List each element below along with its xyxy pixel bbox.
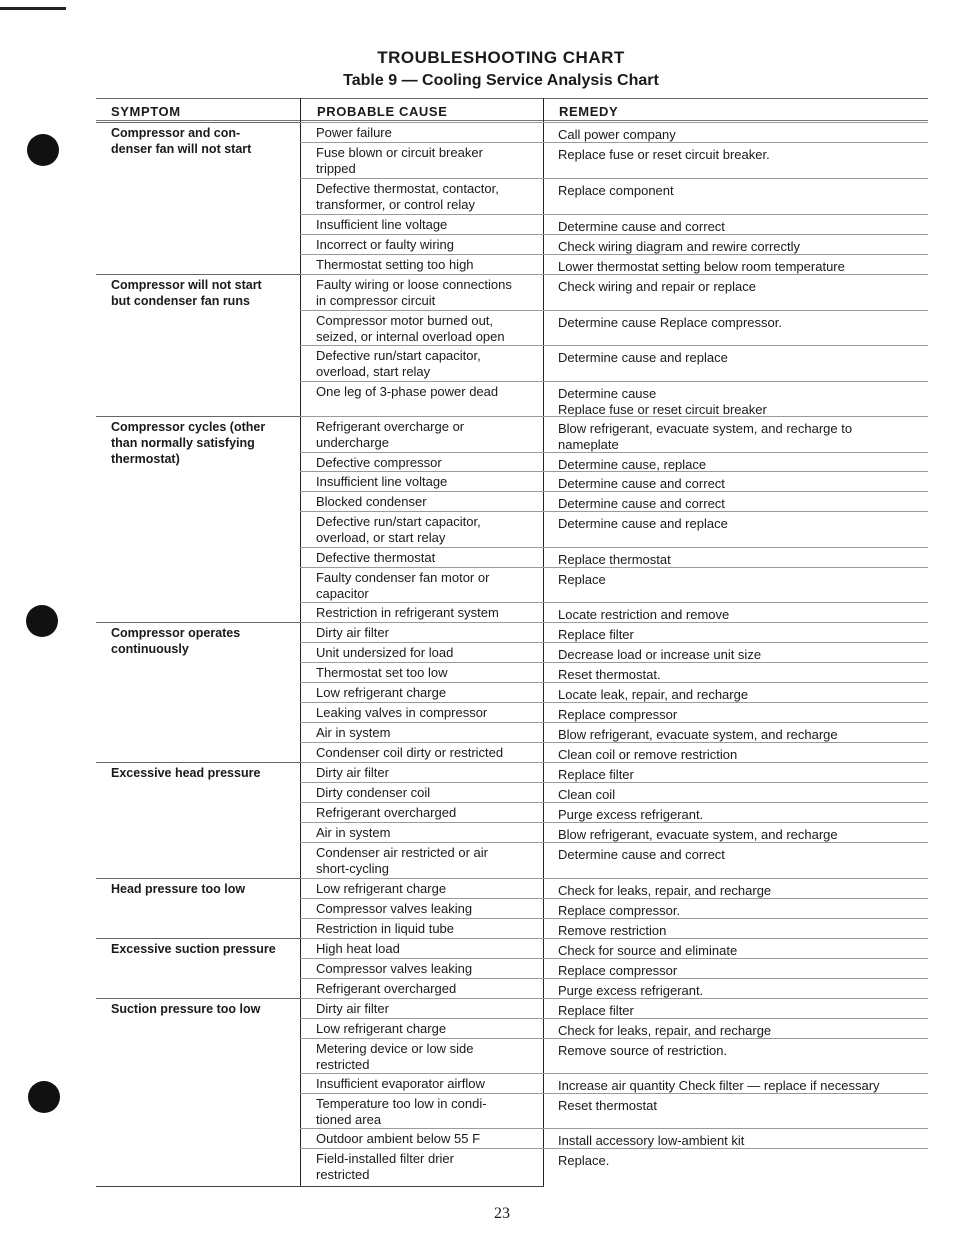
remedy-cell: Check wiring and repair or replace xyxy=(558,279,756,294)
remedy-cell: Determine cause and correct xyxy=(558,847,725,862)
probable-cause-cell: Air in system xyxy=(316,725,391,740)
row-rule xyxy=(300,122,928,123)
symptom-group-rule xyxy=(96,122,304,123)
row-rule xyxy=(300,602,928,603)
remedy-cell: Purge excess refrigerant. xyxy=(558,983,704,998)
symptom-group-rule xyxy=(96,938,304,939)
probable-cause-cell: Refrigerant overcharge or undercharge xyxy=(316,419,465,450)
symptom-text: Head pressure too low xyxy=(111,882,246,896)
row-rule xyxy=(300,622,928,623)
cooling-service-analysis-table xyxy=(96,98,928,1186)
probable-cause-cell: Low refrigerant charge xyxy=(316,685,447,700)
row-rule xyxy=(300,898,928,899)
remedy-cell: Check for leaks, repair, and recharge xyxy=(558,883,772,898)
probable-cause-cell: Leaking valves in compressor xyxy=(316,705,488,720)
row-rule xyxy=(300,878,928,879)
remedy-cell: Replace compressor xyxy=(558,707,678,722)
probable-cause-cell: Insufficient evaporator airflow xyxy=(316,1076,485,1091)
probable-cause-cell: Blocked condenser xyxy=(316,494,427,509)
remedy-cell: Replace fuse or reset circuit breaker. xyxy=(558,147,770,162)
probable-cause-cell: Thermostat set too low xyxy=(316,665,448,680)
row-rule xyxy=(300,567,928,568)
row-rule xyxy=(300,274,928,275)
probable-cause-cell: Low refrigerant charge xyxy=(316,1021,447,1036)
probable-cause-cell: Defective run/start capacitor, overload, start relay xyxy=(316,348,481,379)
remedy-cell: Replace thermostat xyxy=(558,552,671,567)
row-rule xyxy=(300,938,928,939)
row-rule xyxy=(300,822,928,823)
remedy-cell: Check wiring diagram and rewire correctly xyxy=(558,239,801,254)
page-number: 23 xyxy=(494,1205,510,1222)
symptom-group-rule xyxy=(96,878,304,879)
probable-cause-cell: Air in system xyxy=(316,825,391,840)
symptom-group-rule xyxy=(96,762,304,763)
remedy-cell: Replace. xyxy=(558,1153,610,1168)
remedy-cell: Determine cause and replace xyxy=(558,350,728,365)
row-rule xyxy=(300,762,928,763)
page-title: TROUBLESHOOTING CHART xyxy=(377,48,625,67)
column-header-probable-cause: PROBABLE CAUSE xyxy=(317,104,448,119)
probable-cause-cell: Restriction in refrigerant system xyxy=(316,605,499,620)
row-rule xyxy=(300,178,928,179)
remedy-cell: Replace filter xyxy=(558,1003,634,1018)
remedy-cell: Replace compressor xyxy=(558,963,678,978)
row-rule xyxy=(300,782,928,783)
symptom-text: Compressor operates continuously xyxy=(111,626,241,656)
remedy-cell: Check for leaks, repair, and recharge xyxy=(558,1023,772,1038)
probable-cause-cell: Dirty air filter xyxy=(316,625,389,640)
row-rule xyxy=(300,547,928,548)
row-rule xyxy=(300,742,928,743)
probable-cause-cell: Metering device or low side restricted xyxy=(316,1041,474,1072)
remedy-cell: Remove restriction xyxy=(558,923,667,938)
row-rule xyxy=(300,918,928,919)
symptom-text: Compressor will not start but condenser fan runs xyxy=(111,278,262,308)
symptom-group-rule xyxy=(96,274,304,275)
row-rule xyxy=(300,381,928,382)
header-bottom-rule xyxy=(96,120,928,121)
symptom-text: Excessive head pressure xyxy=(111,766,261,780)
probable-cause-cell: Insufficient line voltage xyxy=(316,217,448,232)
remedy-cell: Locate leak, repair, and recharge xyxy=(558,687,749,702)
symptom-text: Compressor cycles (other than normally satisfying thermostat) xyxy=(111,420,266,466)
remedy-cell: Replace compressor. xyxy=(558,903,681,918)
remedy-cell: Decrease load or increase unit size xyxy=(558,647,762,662)
row-rule xyxy=(300,682,928,683)
remedy-cell: Lower thermostat setting below room temperature xyxy=(558,259,845,274)
row-rule xyxy=(300,1148,928,1149)
remedy-cell: Determine cause and correct xyxy=(558,476,725,491)
probable-cause-cell: Dirty air filter xyxy=(316,1001,389,1016)
probable-cause-cell: Condenser air restricted or air short-cycling xyxy=(316,845,488,876)
symptom-group-rule xyxy=(96,998,304,999)
remedy-cell: Reset thermostat. xyxy=(558,667,661,682)
probable-cause-cell: High heat load xyxy=(316,941,400,956)
row-rule xyxy=(300,842,928,843)
remedy-cell: Determine cause and correct xyxy=(558,219,725,234)
remedy-cell: Blow refrigerant, evacuate system, and recharge xyxy=(558,727,838,742)
probable-cause-cell: Defective compressor xyxy=(316,455,442,470)
row-rule xyxy=(300,511,928,512)
row-rule xyxy=(300,234,928,235)
row-rule xyxy=(300,416,928,417)
row-rule xyxy=(300,802,928,803)
row-rule xyxy=(300,142,928,143)
row-rule xyxy=(300,702,928,703)
row-rule xyxy=(300,978,928,979)
probable-cause-cell: Fuse blown or circuit breaker tripped xyxy=(316,145,483,176)
remedy-cell: Increase air quantity Check filter — replace if necessary xyxy=(558,1078,880,1093)
remedy-cell: Replace xyxy=(558,572,606,587)
probable-cause-cell: Refrigerant overcharged xyxy=(316,981,457,996)
probable-cause-cell: Faulty wiring or loose connections in compressor circuit xyxy=(316,277,512,308)
remedy-cell: Determine cause Replace compressor. xyxy=(558,315,782,330)
remedy-cell: Reset thermostat xyxy=(558,1098,657,1113)
probable-cause-cell: Dirty air filter xyxy=(316,765,389,780)
remedy-cell: Blow refrigerant, evacuate system, and recharge to nameplate xyxy=(558,421,853,452)
binder-hole-top xyxy=(27,134,59,166)
probable-cause-cell: Field-installed filter drier restricted xyxy=(316,1151,454,1182)
row-rule xyxy=(300,214,928,215)
row-rule xyxy=(300,1128,928,1129)
header-top-rule xyxy=(96,98,928,99)
probable-cause-cell: Unit undersized for load xyxy=(316,645,454,660)
probable-cause-cell: Condenser coil dirty or restricted xyxy=(316,745,504,760)
table-bottom-rule xyxy=(96,1186,544,1187)
probable-cause-cell: Thermostat setting too high xyxy=(316,257,474,272)
remedy-cell: Clean coil or remove restriction xyxy=(558,747,738,762)
symptom-group-rule xyxy=(96,622,304,623)
probable-cause-cell: Outdoor ambient below 55 F xyxy=(316,1131,481,1146)
row-rule xyxy=(300,1093,928,1094)
row-rule xyxy=(300,310,928,311)
column-header-remedy: REMEDY xyxy=(559,104,619,119)
probable-cause-cell: One leg of 3-phase power dead xyxy=(316,384,499,399)
binder-hole-bottom xyxy=(28,1081,60,1113)
row-rule xyxy=(300,452,928,453)
remedy-cell: Purge excess refrigerant. xyxy=(558,807,704,822)
remedy-cell: Replace filter xyxy=(558,627,634,642)
probable-cause-cell: Defective run/start capacitor, overload, or start relay xyxy=(316,514,481,545)
row-rule xyxy=(300,1073,928,1074)
row-rule xyxy=(300,722,928,723)
remedy-cell: Replace component xyxy=(558,183,674,198)
remedy-cell: Determine cause and replace xyxy=(558,516,728,531)
symptom-group-rule xyxy=(96,416,304,417)
row-rule xyxy=(300,958,928,959)
probable-cause-cell: Dirty condenser coil xyxy=(316,785,431,800)
row-rule xyxy=(300,491,928,492)
probable-cause-cell: Compressor valves leaking xyxy=(316,901,473,916)
remedy-cell: Clean coil xyxy=(558,787,616,802)
probable-cause-cell: Incorrect or faulty wiring xyxy=(316,237,454,252)
row-rule xyxy=(300,1038,928,1039)
row-rule xyxy=(300,254,928,255)
probable-cause-cell: Refrigerant overcharged xyxy=(316,805,457,820)
remedy-cell: Locate restriction and remove xyxy=(558,607,730,622)
remedy-cell: Determine cause Replace fuse or reset circuit breaker xyxy=(558,386,767,417)
remedy-cell: Determine cause, replace xyxy=(558,457,707,472)
remedy-cell: Replace filter xyxy=(558,767,634,782)
column-header-symptom: SYMPTOM xyxy=(111,104,181,119)
symptom-text: Suction pressure too low xyxy=(111,1002,261,1016)
symptom-text: Excessive suction pressure xyxy=(111,942,276,956)
probable-cause-cell: Defective thermostat xyxy=(316,550,436,565)
row-rule xyxy=(300,998,928,999)
row-rule xyxy=(300,1018,928,1019)
probable-cause-cell: Restriction in liquid tube xyxy=(316,921,455,936)
probable-cause-cell: Temperature too low in condi- tioned area xyxy=(316,1096,487,1127)
probable-cause-cell: Low refrigerant charge xyxy=(316,881,447,896)
row-rule xyxy=(300,642,928,643)
top-corner-rule xyxy=(0,7,66,10)
probable-cause-cell: Defective thermostat, contactor, transformer, or control relay xyxy=(316,181,499,212)
remedy-cell: Remove source of restriction. xyxy=(558,1043,728,1058)
row-rule xyxy=(300,662,928,663)
probable-cause-cell: Compressor motor burned out, seized, or internal overload open xyxy=(316,313,505,344)
remedy-cell: Blow refrigerant, evacuate system, and recharge xyxy=(558,827,838,842)
row-rule xyxy=(300,345,928,346)
remedy-cell: Call power company xyxy=(558,127,676,142)
binder-hole-middle xyxy=(26,605,58,637)
remedy-cell: Determine cause and correct xyxy=(558,496,725,511)
table-title: Table 9 — Cooling Service Analysis Chart xyxy=(343,72,659,89)
row-rule xyxy=(300,471,928,472)
remedy-cell: Install accessory low-ambient kit xyxy=(558,1133,745,1148)
probable-cause-cell: Compressor valves leaking xyxy=(316,961,473,976)
symptom-text: Compressor and con- denser fan will not start xyxy=(111,126,252,156)
probable-cause-cell: Insufficient line voltage xyxy=(316,474,448,489)
remedy-cell: Check for source and eliminate xyxy=(558,943,738,958)
probable-cause-cell: Power failure xyxy=(316,125,392,140)
probable-cause-cell: Faulty condenser fan motor or capacitor xyxy=(316,570,490,601)
